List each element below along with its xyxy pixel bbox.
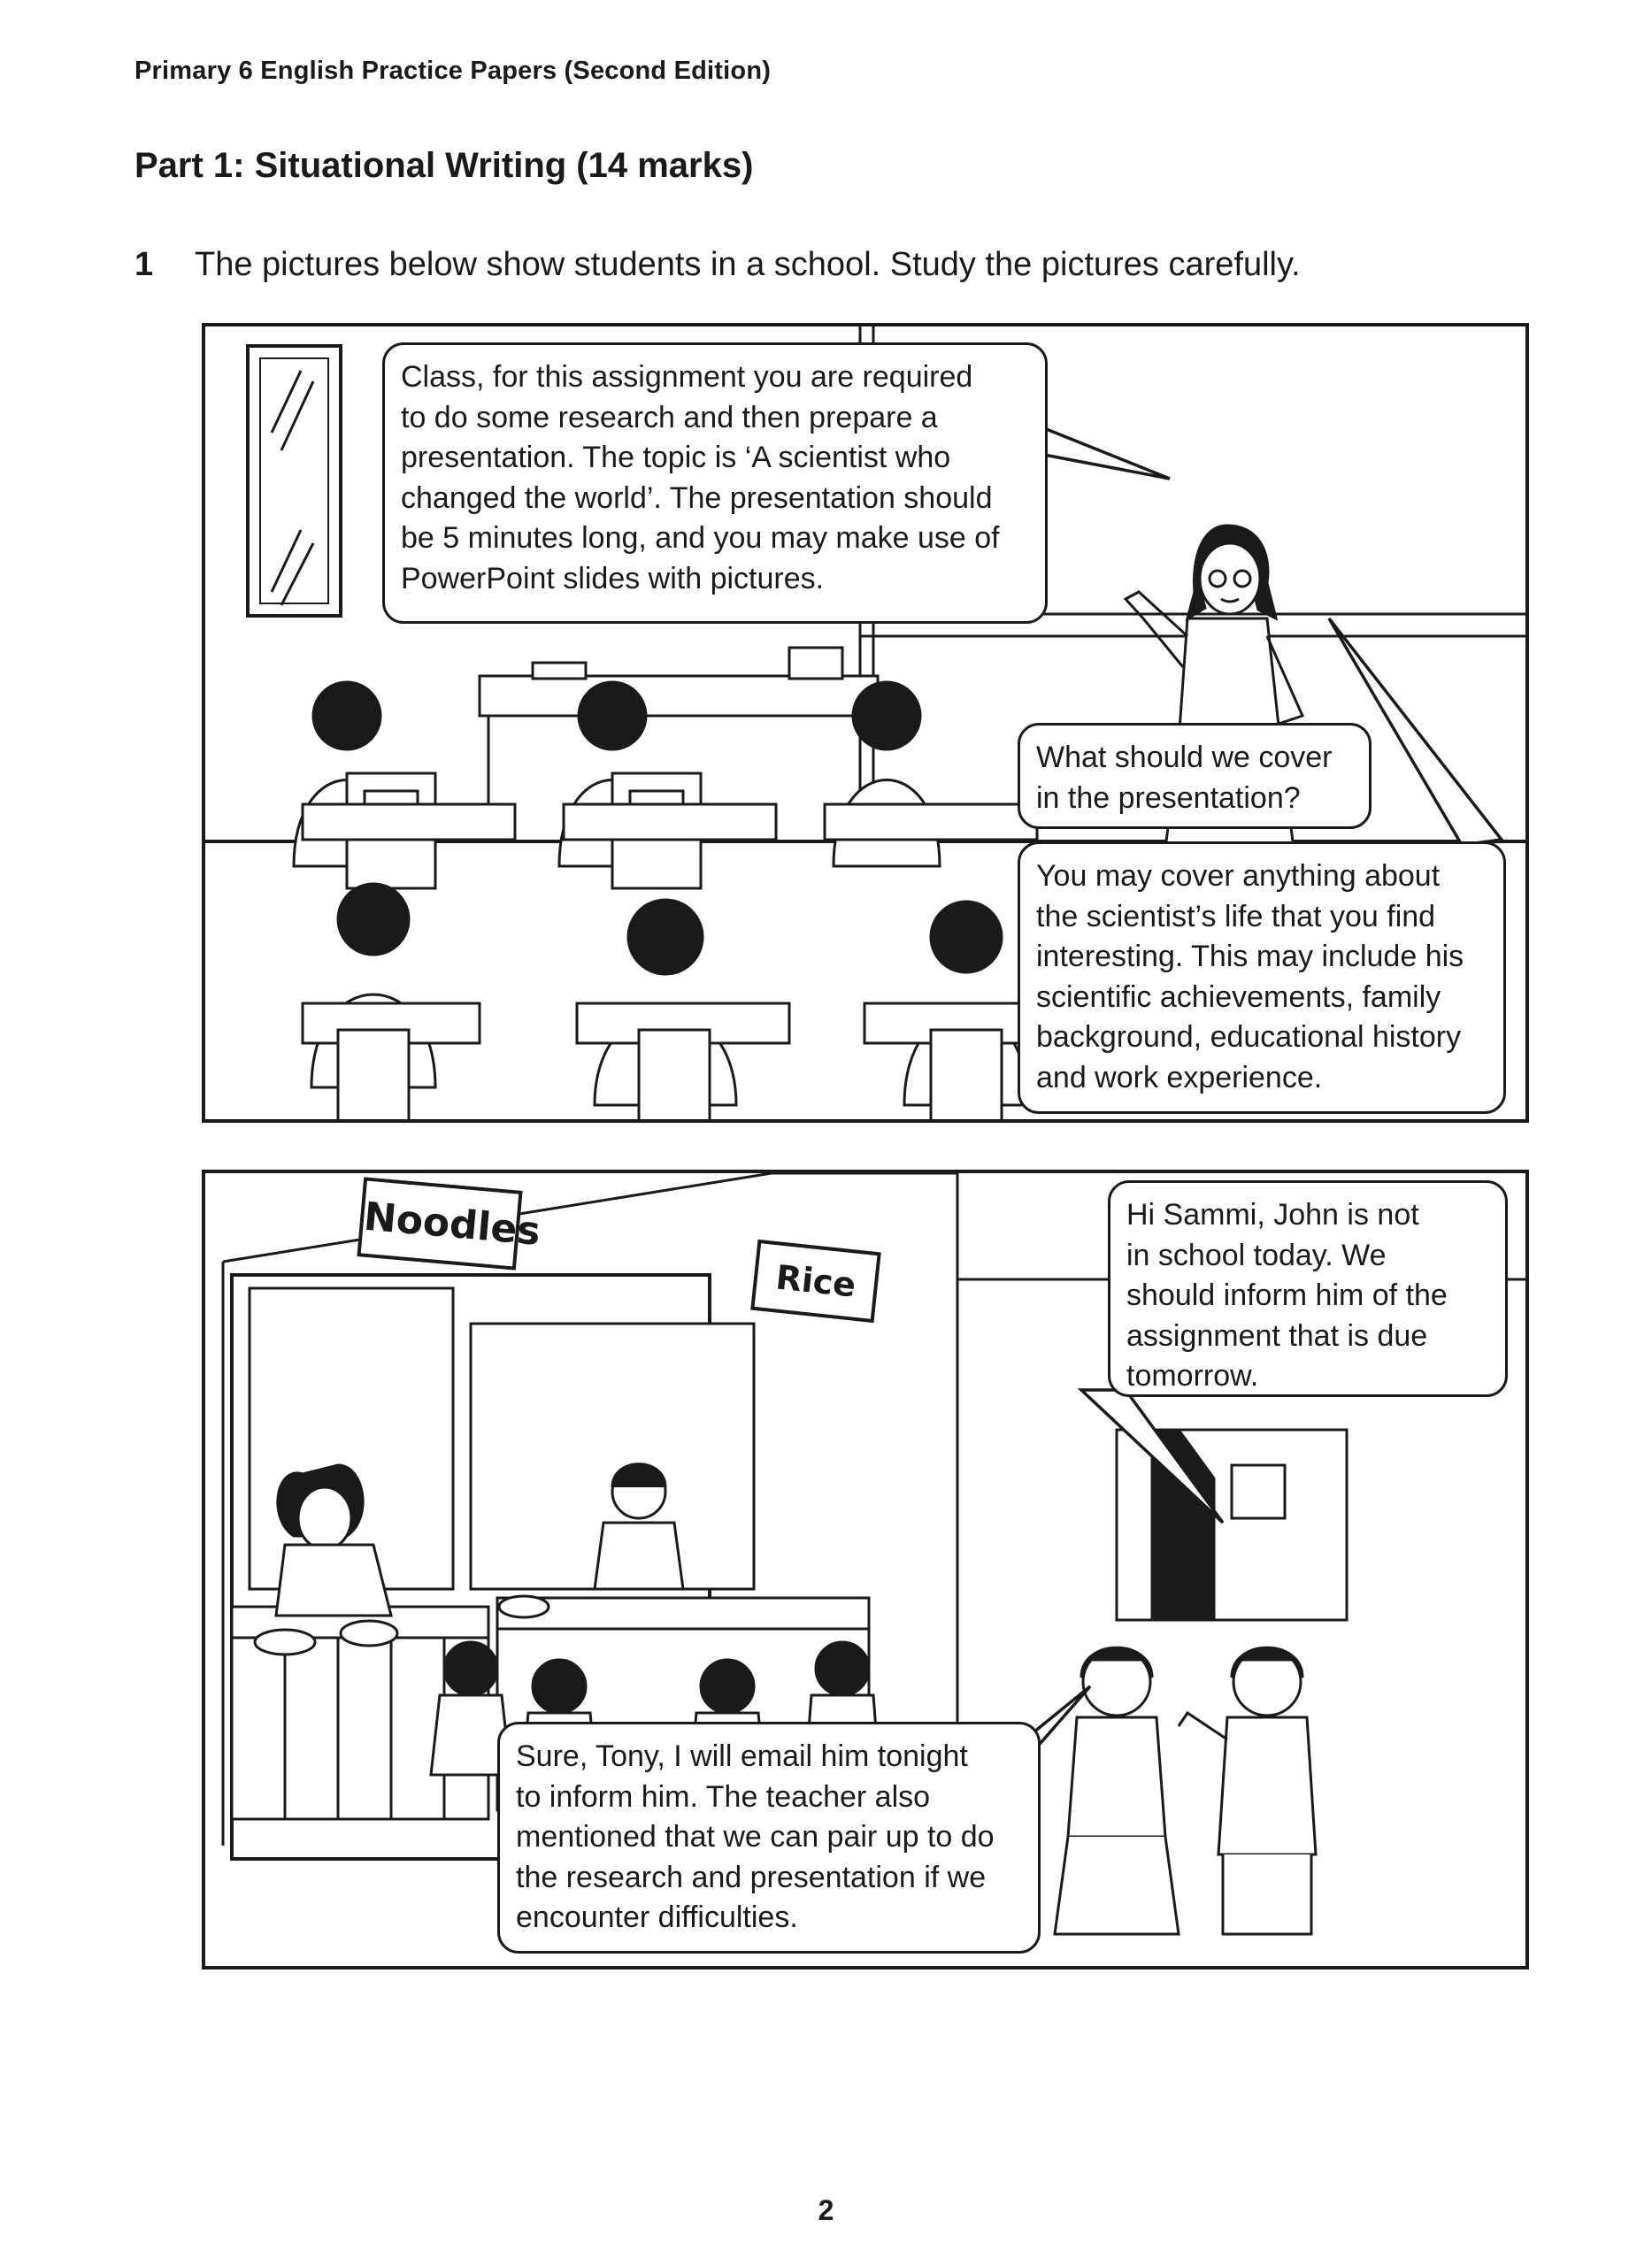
rice-sign: [750, 1240, 881, 1323]
bubble-text: What should we cover in the presentation?: [1036, 741, 1333, 815]
question-text: The pictures below show students in a school. Study the pictures carefully.: [195, 246, 1301, 283]
speech-bubble-teacher-answer: [1018, 841, 1506, 1114]
sign-text: Noodles: [362, 1194, 542, 1255]
classroom-panel: [202, 323, 1529, 1123]
bubble-text: You may cover anything about the scientist’s life that you find interesting. This may include his scientific achievements, family background, educational history and work experience.: [1036, 859, 1464, 1094]
bubble-text: Sure, Tony, I will email him tonight to inform him. The teacher also mentioned that we can pair up to do the research and presentation if we encounter difficulties.: [516, 1739, 995, 1934]
tony-figure: [1179, 1647, 1316, 1934]
section-title: Part 1: Situational Writing (14 marks): [134, 146, 754, 185]
question-number: 1: [134, 246, 154, 283]
canteen-panel: [202, 1170, 1529, 1969]
bubble-text: Hi Sammi, John is not in school today. We should inform him of the assignment that is due tomorrow.: [1126, 1198, 1448, 1393]
sign-text: Rice: [773, 1257, 858, 1305]
page-number: 2: [818, 2194, 834, 2226]
sammi-figure: [1055, 1647, 1179, 1934]
noodles-sign: [357, 1177, 542, 1270]
student-front-row: [303, 884, 1059, 1123]
speech-bubble-student-question: [1018, 723, 1372, 829]
book-title: Primary 6 English Practice Papers (Second Edition): [134, 57, 772, 85]
bubble-text: Class, for this assignment you are required to do some research and then prepare a presentation. The topic is ‘A scientist who changed the world’. The presentation should be 5 minutes long, and you may make use of PowerPoint slides with pictures.: [401, 360, 1000, 595]
speech-bubble-sammi: [497, 1722, 1041, 1954]
teacher-desk: [480, 676, 878, 716]
speech-bubble-tony: [1108, 1180, 1508, 1397]
speech-bubble-teacher-assignment: [382, 342, 1048, 624]
